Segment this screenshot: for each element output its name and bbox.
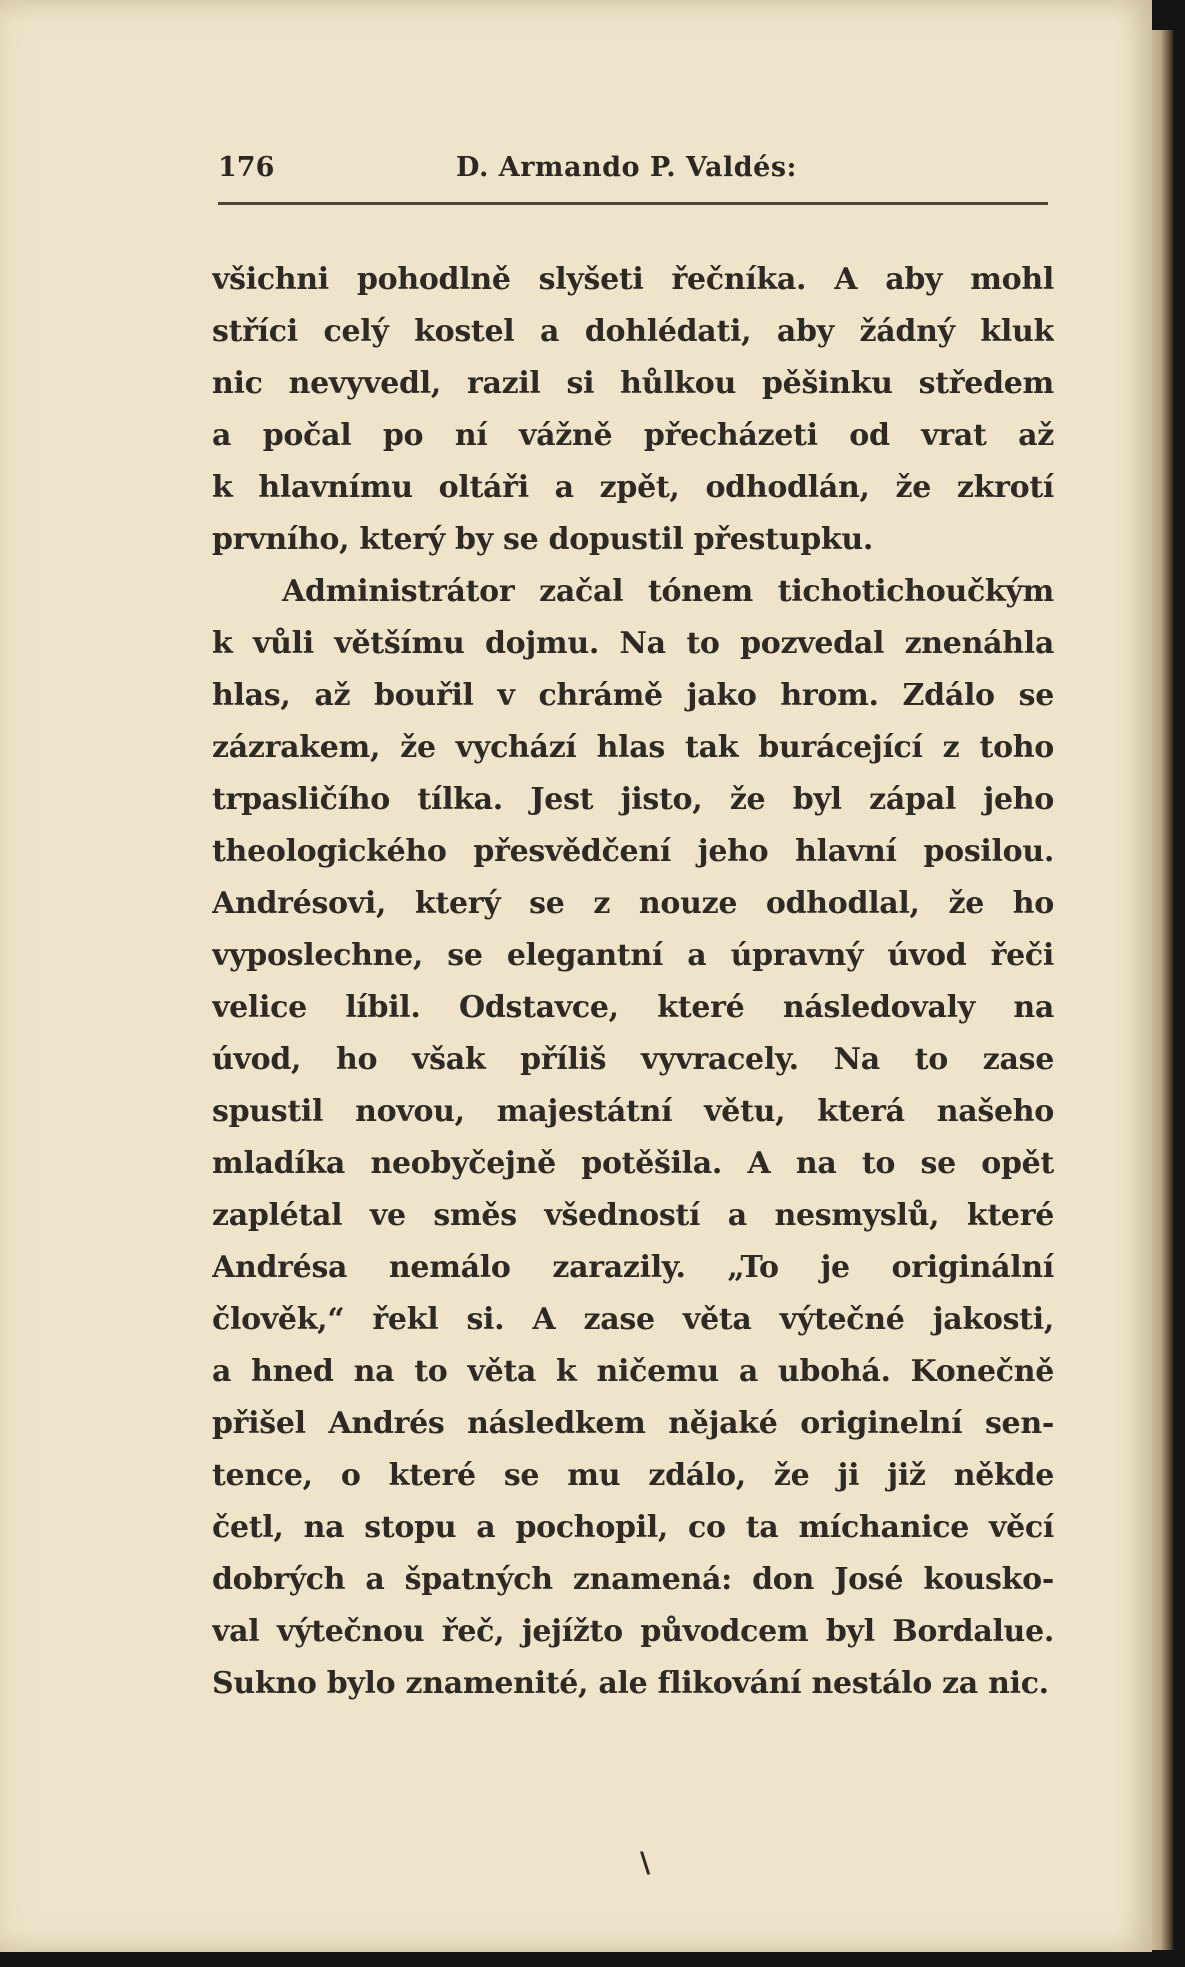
page-number: 176 <box>218 152 275 183</box>
page-header <box>218 152 1048 196</box>
text-line: theologického přesvědčení jeho hlavní posilou. <box>212 834 1054 869</box>
text-line: spustil novou, majestátní větu, která našeho <box>212 1094 1054 1129</box>
running-head: D. Armando P. Valdés: <box>456 152 797 183</box>
text-line: Andrésovi, který se z nouze odhodlal, že ho <box>212 886 1054 921</box>
text-line: všichni pohodlně slyšeti řečníka. A aby mohl <box>212 262 1054 297</box>
text-line: hlas, až bouřil v chrámě jako hrom. Zdálo se <box>212 678 1054 713</box>
text-line: člověk,“ řekl si. A zase věta výtečné jakosti, <box>212 1302 1054 1337</box>
header-rule <box>218 202 1048 205</box>
body-text <box>212 254 1054 1710</box>
text-line: četl, na stopu a pochopil, co ta míchanice věcí <box>212 1510 1054 1545</box>
text-line: tence, o které se mu zdálo, že ji již někde <box>212 1458 1054 1493</box>
text-line: dobrých a špatných znamená: don José kousko- <box>212 1562 1054 1597</box>
text-line: Andrésa nemálo zarazily. „To je originální <box>212 1250 1054 1285</box>
folio-mark: \ <box>640 1846 651 1879</box>
text-line: k vůli většímu dojmu. Na to pozvedal znenáhla <box>212 626 1054 661</box>
text-line: a hned na to věta k ničemu a ubohá. Konečně <box>212 1354 1054 1389</box>
text-line: vyposlechne, se elegantní a úpravný úvod řeči <box>212 938 1054 973</box>
text-line: trpasličího tílka. Jest jisto, že byl zápal jeho <box>212 782 1054 817</box>
paragraph-start-line: Administrátor začal tónem tichotichoučkým <box>282 574 1054 609</box>
text-line: a počal po ní vážně přecházeti od vrat až <box>212 418 1054 453</box>
text-line: úvod, ho však příliš vyvracely. Na to zase <box>212 1042 1054 1077</box>
text-line: val výtečnou řeč, jejížto původcem byl Bordalue. <box>212 1614 1054 1649</box>
text-line: přišel Andrés následkem nějaké originelní sen- <box>212 1406 1054 1441</box>
text-line: zaplétal ve směs všedností a nesmyslů, které <box>212 1198 1054 1233</box>
text-line: zázrakem, že vychází hlas tak burácející z toho <box>212 730 1054 765</box>
text-line: k hlavnímu oltáři a zpět, odhodlán, že zkrotí <box>212 470 1054 505</box>
text-line: prvního, který by se dopustil přestupku. <box>212 522 874 557</box>
text-line: Sukno bylo znamenité, ale flikování nestálo za nic. <box>212 1666 1049 1701</box>
text-line: velice líbil. Odstavce, které následovaly na <box>212 990 1054 1025</box>
text-line: nic nevyvedl, razil si hůlkou pěšinku středem <box>212 366 1054 401</box>
text-line: mladíka neobyčejně potěšila. A na to se opět <box>212 1146 1054 1181</box>
text-line: stříci celý kostel a dohlédati, aby žádný kluk <box>212 314 1054 349</box>
page-edge <box>1152 30 1174 1950</box>
